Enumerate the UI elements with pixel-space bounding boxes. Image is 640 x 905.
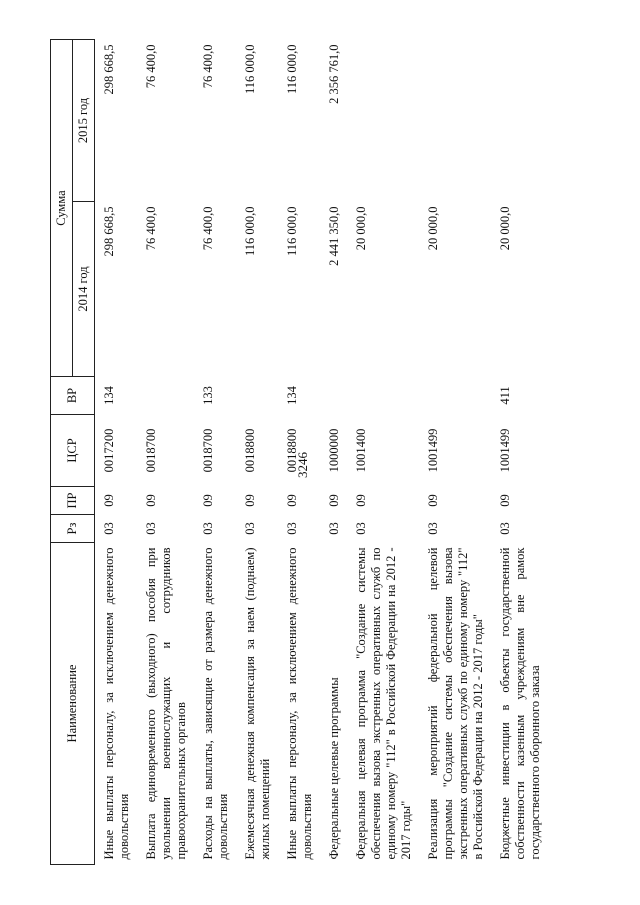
row-vr (137, 377, 194, 415)
row-pr: 09 (327, 494, 341, 507)
row-sum-2015: 116 000,0 (285, 44, 299, 95)
row-sum-2015: 76 400,0 (144, 44, 158, 89)
row-vr: 134 (102, 386, 116, 405)
row-csr: 0018800 (285, 428, 299, 473)
row-pr: 09 (354, 494, 368, 507)
row-rz: 03 (426, 522, 440, 535)
table-row (194, 40, 236, 865)
row-rz: 03 (327, 522, 341, 535)
row-pr: 09 (102, 494, 116, 507)
header-vr: ВР (51, 377, 95, 415)
row-name: Иные выплаты персоналу, за исключением денежного довольствия (285, 547, 314, 860)
row-vr: 133 (201, 386, 215, 405)
table-row (95, 40, 138, 865)
row-pr: 09 (243, 494, 257, 507)
header-rz: Рз (51, 515, 95, 543)
row-name: Ежемесячная денежная компенсация за наем (поднаем) жилых помещений (243, 547, 272, 860)
row-vr (347, 377, 419, 415)
header-2014: 2014 год (73, 202, 95, 377)
header-2015: 2015 год (73, 40, 95, 202)
row-sum-2015: 298 668,5 (102, 44, 116, 95)
row-name: Реализация мероприятий федеральной целевой программы "Создание системы обеспечения вызова экстренных оперативных служб по единому номеру "112" в Российской Федерации на 2012 - 2017 годы" (426, 547, 485, 860)
row-sum-2014: 298 668,5 (102, 206, 116, 257)
rotated-page (50, 40, 590, 865)
row-name: Иные выплаты персоналу, за исключением денежного довольствия (102, 547, 131, 860)
row-sum-2015: 116 000,0 (243, 44, 257, 95)
row-vr (236, 377, 278, 415)
row-name: Бюджетные инвестиции в объекты государственной собственности казенным учреждениям вне рамок государственного оборонного заказа (498, 547, 542, 860)
table-row (491, 40, 548, 865)
table-row (278, 40, 320, 865)
row-csr: 1001499 (426, 428, 440, 473)
row-rz: 03 (243, 522, 257, 535)
row-rz: 03 (354, 522, 368, 535)
row-sum-2015 (419, 40, 491, 202)
row-sum-2014: 2 441 350,0 (327, 206, 341, 266)
row-name: Федеральная целевая программа "Создание системы обеспечения вызова экстренных оперативных служб по единому номеру "112" в Российской Федерации на 2012 - 2017 годы" (354, 547, 413, 860)
row-csr: 1001400 (354, 428, 368, 473)
row-sum-2014: 20 000,0 (426, 206, 440, 251)
row-vr: 411 (498, 386, 512, 405)
row-sum-2015: 2 356 761,0 (327, 44, 341, 104)
row-rz: 03 (102, 522, 116, 535)
row-sum-2015 (491, 40, 548, 202)
table-row (236, 40, 278, 865)
row-pr: 09 (498, 494, 512, 507)
row-sum-2015 (347, 40, 419, 202)
table-row (137, 40, 194, 865)
header-name: Наименование (51, 543, 95, 865)
row-pr: 09 (285, 494, 299, 507)
row-vr (320, 377, 347, 415)
row-sum-2014: 20 000,0 (354, 206, 368, 251)
budget-table (50, 39, 548, 865)
row-name: Расходы на выплаты, зависящие от размера денежного довольствия (201, 547, 230, 860)
row-rz: 03 (498, 522, 512, 535)
row-name: Федеральные целевые программы (327, 677, 341, 860)
header-sum: Сумма (51, 40, 73, 377)
row-csr: 1001499 (498, 428, 512, 473)
row-pr: 09 (144, 494, 158, 507)
row-csr: 0018700 (201, 428, 215, 473)
row-csr: 0018700 (144, 428, 158, 473)
row-rz: 03 (285, 522, 299, 535)
row-sum-2014: 116 000,0 (285, 206, 299, 257)
row-csr: 0017200 (102, 428, 116, 473)
row-csr: 1000000 (327, 428, 341, 473)
row-vr (419, 377, 491, 415)
row-rz: 03 (201, 522, 215, 535)
table-body (95, 40, 549, 865)
row-vr: 134 (285, 386, 299, 405)
table-row (320, 40, 347, 865)
row-sum-2014: 76 400,0 (201, 206, 215, 251)
row-rz: 03 (144, 522, 158, 535)
row-sum-2015: 76 400,0 (201, 44, 215, 89)
header-pr: ПР (51, 487, 95, 515)
row-sum-2014: 116 000,0 (243, 206, 257, 257)
row-name: Выплата единовременного (выходного) пособия при увольнении военнослужащих и сотрудников правоохранительных органов (144, 547, 188, 860)
table-header (51, 40, 95, 865)
table-row (419, 40, 491, 865)
row-csr: 0018800 (243, 428, 257, 473)
row-pr: 09 (426, 494, 440, 507)
row-sum-2014: 20 000,0 (498, 206, 512, 251)
row-pr: 09 (201, 494, 215, 507)
page-number: 3246 (295, 452, 310, 478)
table-row (347, 40, 419, 865)
row-sum-2014: 76 400,0 (144, 206, 158, 251)
header-csr: ЦСР (51, 415, 95, 487)
